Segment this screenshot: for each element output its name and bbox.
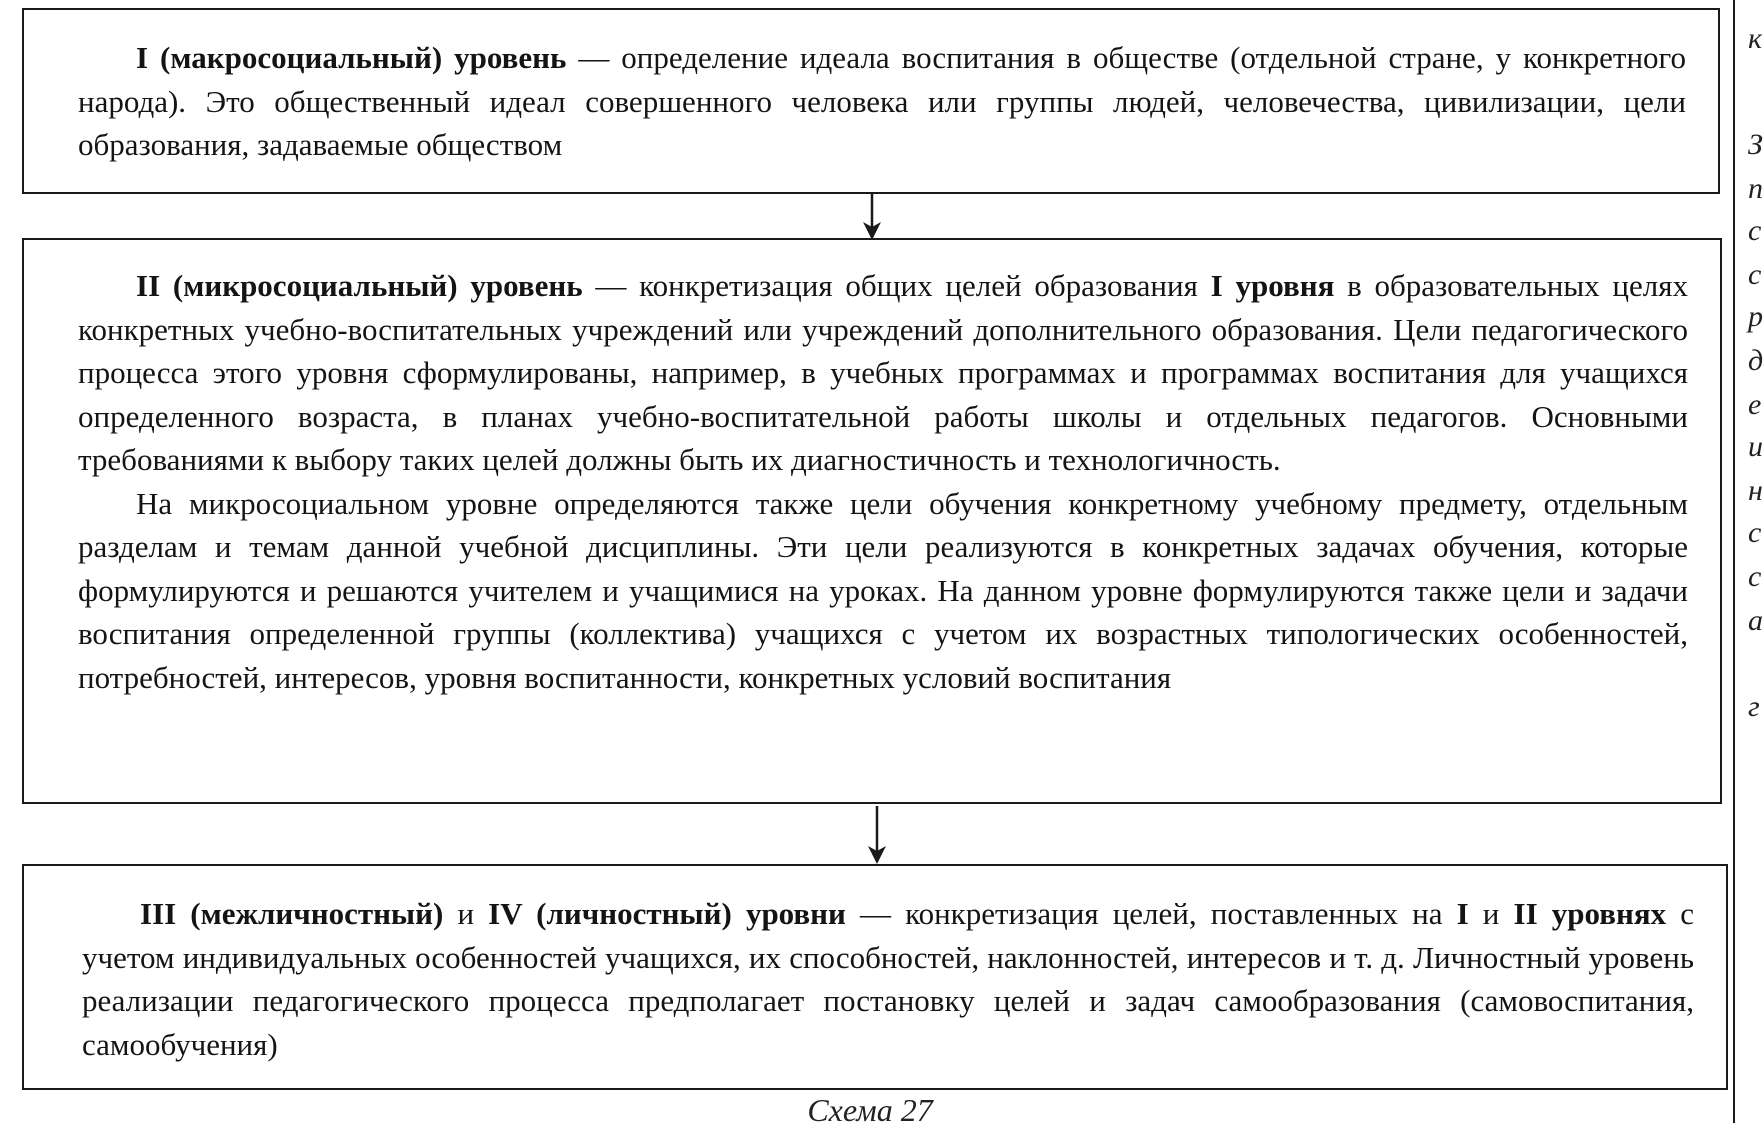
level-3-4-conj-2: и [1468, 896, 1514, 931]
margin-glyph: с [1748, 258, 1762, 291]
level-4-title: IV (личностный) уровни [488, 896, 846, 931]
level-3-4-content [82, 892, 1694, 1066]
arrow-down-1 [860, 194, 884, 240]
level-2-title: II (микросоциальный) уровень [136, 268, 583, 303]
level-2-content [78, 264, 1688, 699]
margin-glyph: д [1748, 344, 1763, 377]
margin-glyph: и [1748, 430, 1763, 463]
margin-glyph: а [1748, 604, 1763, 637]
margin-glyph: с [1748, 516, 1762, 549]
margin-glyph: р [1748, 300, 1763, 333]
arrow-down-2 [865, 806, 889, 864]
level-2-box [22, 238, 1722, 804]
scheme-caption: Схема 27 [807, 1092, 933, 1128]
level-2-paragraph-1 [78, 264, 1688, 482]
margin-glyph: п [1748, 172, 1763, 205]
margin-glyph: с [1748, 560, 1762, 593]
margin-glyph: к [1748, 22, 1763, 55]
level-3-4-ref-1: I [1456, 896, 1469, 931]
margin-glyph: н [1748, 474, 1763, 507]
level-1-paragraph [78, 36, 1686, 167]
level-2-text-a: — конкретизация общих целей образования [582, 268, 1211, 303]
level-3-title: III (межличностный) [140, 896, 444, 931]
margin-glyph: с [1748, 214, 1762, 247]
margin-glyph: З [1748, 128, 1763, 161]
level-2-text-b: в образовательных целях конкретных учебно-воспитательных учреждений или учреждений дополнительного образования. Цели педагогического процесса этого уровня сформулированы, например, в учебных программах и программах воспитания для учащихся определенного возраста, в планах учебно-воспитательной работы школы и отдельных педагогов. Основными требованиями к выбору таких целей должны быть их диагностичность и технологичность. [78, 268, 1688, 477]
level-2-paragraph-2: На микросоциальном уровне определяются также цели обучения конкретному учебному предмету, отдельным разделам и темам данной учебной дисциплины. Эти цели реализуются в конкретных задачах обучения, которые формулируются и решаются учителем и учащимися на уроках. На данном уровне формулируются также цели и задачи воспитания определенной группы (коллектива) учащихся с учетом их возрастных типологических особенностей, потребностей, интересов, уровня воспитанности, конкретных условий воспитания [78, 485, 1688, 695]
level-3-4-text-a: — конкретизация целей, поставленных на [845, 896, 1457, 931]
page-margin-rule [1733, 0, 1735, 1123]
level-1-content [78, 36, 1686, 167]
margin-glyph: е [1748, 388, 1762, 421]
level-1-text: — определение идеала воспитания в обществе (отдельной стране, у конкретного народа). Это общественный идеал совершенного человека или группы людей, человечества, цивилизации, цели образования, задаваемые обществом [78, 40, 1686, 162]
level-1-title: I (макросоциальный) уровень [136, 40, 567, 75]
level-3-4-paragraph [82, 892, 1694, 1066]
level-3-4-text-b: с учетом индивидуальных особенностей учащихся, их способностей, наклонностей, интересов и т. д. Личностный уровень реализации педагогического процесса предполагает постановку целей и задач самообразования (самовоспитания, самообучения) [82, 896, 1694, 1062]
margin-glyph: г [1748, 690, 1760, 723]
level-3-4-conj: и [443, 896, 489, 931]
level-3-4-ref-2: II уровнях [1513, 896, 1667, 931]
level-1-box [22, 8, 1720, 194]
level-2-ref: I уровня [1210, 268, 1335, 303]
level-3-4-box [22, 864, 1728, 1090]
